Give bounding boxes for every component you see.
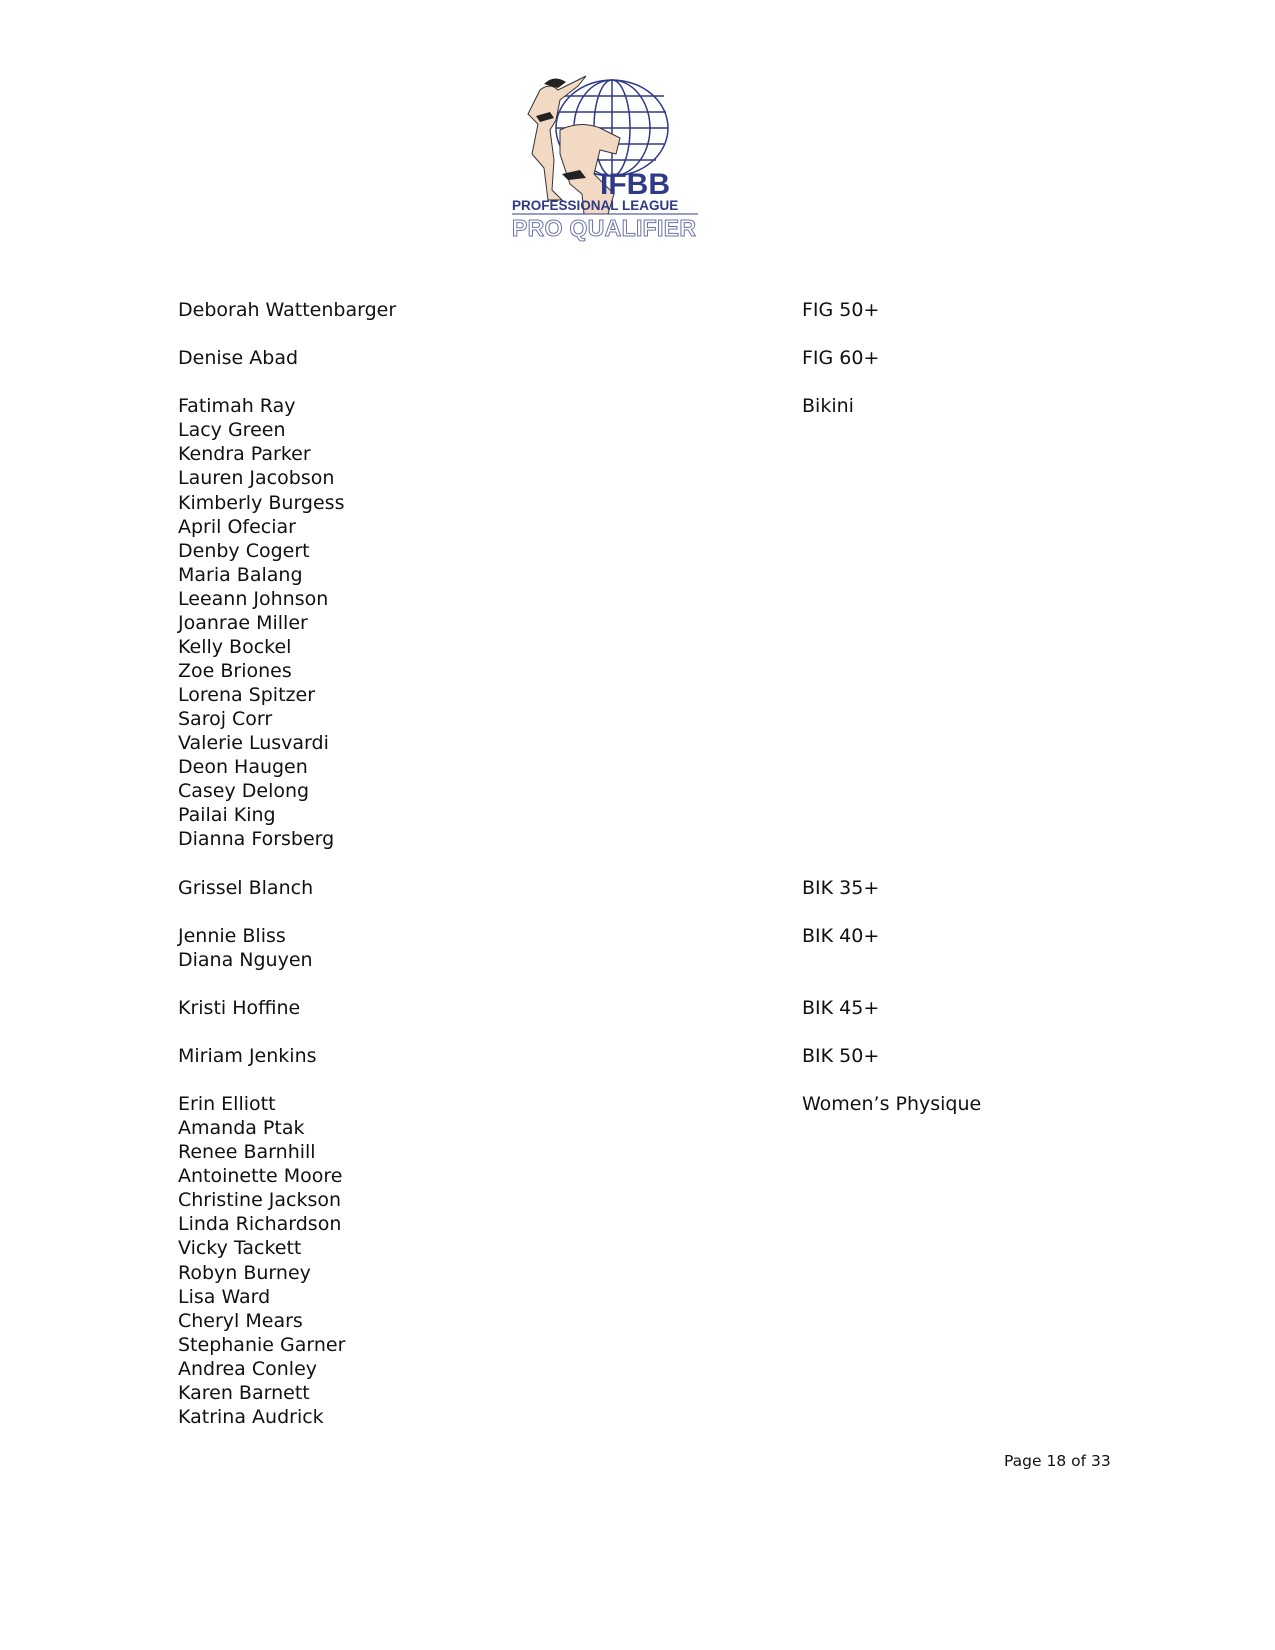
category-label: BIK 40+ <box>802 924 880 947</box>
competitor-name: Denby Cogert <box>178 539 310 562</box>
competitor-name: Joanrae Miller <box>178 611 308 634</box>
competitor-names <box>178 346 802 370</box>
competitor-name: Lorena Spitzer <box>178 684 316 706</box>
competitor-name: Casey Delong <box>178 780 310 803</box>
category-label: Women’s Physique <box>802 1093 982 1116</box>
competitor-names <box>178 394 802 851</box>
competitor-name: Kimberly Burgess <box>178 491 345 514</box>
competitor-names <box>178 876 802 900</box>
competitor-name: Kristi Hoffine <box>178 996 301 1019</box>
competitor-name: Katrina Audrick <box>178 1405 324 1428</box>
category-label: BIK 35+ <box>802 876 880 899</box>
competitor-name: Dianna Forsberg <box>178 828 335 851</box>
page-number: Page 18 of 33 <box>1004 1452 1111 1470</box>
competitor-name: Andrea Conley <box>178 1357 318 1380</box>
competitor-name: Grissel Blanch <box>178 876 314 899</box>
competitor-name: Kelly Bockel <box>178 635 292 658</box>
competitor-name: Maria Balang <box>178 563 303 586</box>
logo-line1: PROFESSIONAL LEAGUE <box>512 198 679 213</box>
competitor-names <box>178 1044 802 1068</box>
competitor-name: Linda Richardson <box>178 1213 342 1236</box>
category-group <box>178 346 1078 370</box>
competitor-name: Zoe Briones <box>178 659 292 682</box>
competitor-name: Renee Barnhill <box>178 1141 316 1164</box>
competitor-name: Denise Abad <box>178 347 299 370</box>
competitor-names <box>178 924 802 972</box>
competitor-name: Leeann Johnson <box>178 587 329 610</box>
category-label: FIG 60+ <box>802 347 880 370</box>
competitor-name: Fatimah Ray <box>178 395 296 418</box>
category-label: BIK 45+ <box>802 996 880 1019</box>
category-group <box>178 876 1078 900</box>
competitor-name: Lisa Ward <box>178 1285 271 1308</box>
competitor-list <box>178 298 1078 1453</box>
competitor-name: Cheryl Mears <box>178 1309 303 1332</box>
competitor-name: Jennie Bliss <box>178 924 286 947</box>
competitor-name: Antoinette Moore <box>178 1165 343 1188</box>
competitor-names <box>178 996 802 1020</box>
category-label: FIG 50+ <box>802 299 880 321</box>
competitor-name: April Ofeciar <box>178 515 296 538</box>
competitor-name: Miriam Jenkins <box>178 1044 317 1067</box>
category-group <box>178 1044 1078 1068</box>
category-group <box>178 1092 1078 1429</box>
competitor-name: Deon Haugen <box>178 756 308 779</box>
category-label: Bikini <box>802 395 854 418</box>
ifbb-pro-qualifier-logo <box>500 70 720 250</box>
category-group <box>178 394 1078 851</box>
competitor-name: Lacy Green <box>178 419 286 442</box>
competitor-name: Deborah Wattenbarger <box>178 299 397 321</box>
category-label: BIK 50+ <box>802 1044 880 1067</box>
competitor-name: Stephanie Garner <box>178 1333 346 1356</box>
logo-line2: PRO QUALIFIER <box>512 215 696 241</box>
competitor-name: Christine Jackson <box>178 1189 342 1212</box>
category-group <box>178 298 1078 322</box>
competitor-name: Amanda Ptak <box>178 1117 305 1140</box>
logo-brand: IFBB <box>600 168 670 201</box>
competitor-name: Pailai King <box>178 804 276 827</box>
competitor-names <box>178 298 802 322</box>
competitor-name: Kendra Parker <box>178 443 311 466</box>
competitor-name: Diana Nguyen <box>178 948 313 971</box>
competitor-name: Vicky Tackett <box>178 1237 302 1260</box>
category-group <box>178 924 1078 972</box>
competitor-name: Karen Barnett <box>178 1381 310 1404</box>
competitor-name: Saroj Corr <box>178 708 273 731</box>
competitor-name: Robyn Burney <box>178 1261 311 1284</box>
category-group <box>178 996 1078 1020</box>
competitor-name: Lauren Jacobson <box>178 467 335 490</box>
competitor-names <box>178 1092 802 1429</box>
competitor-name: Valerie Lusvardi <box>178 732 329 755</box>
competitor-name: Erin Elliott <box>178 1093 276 1116</box>
